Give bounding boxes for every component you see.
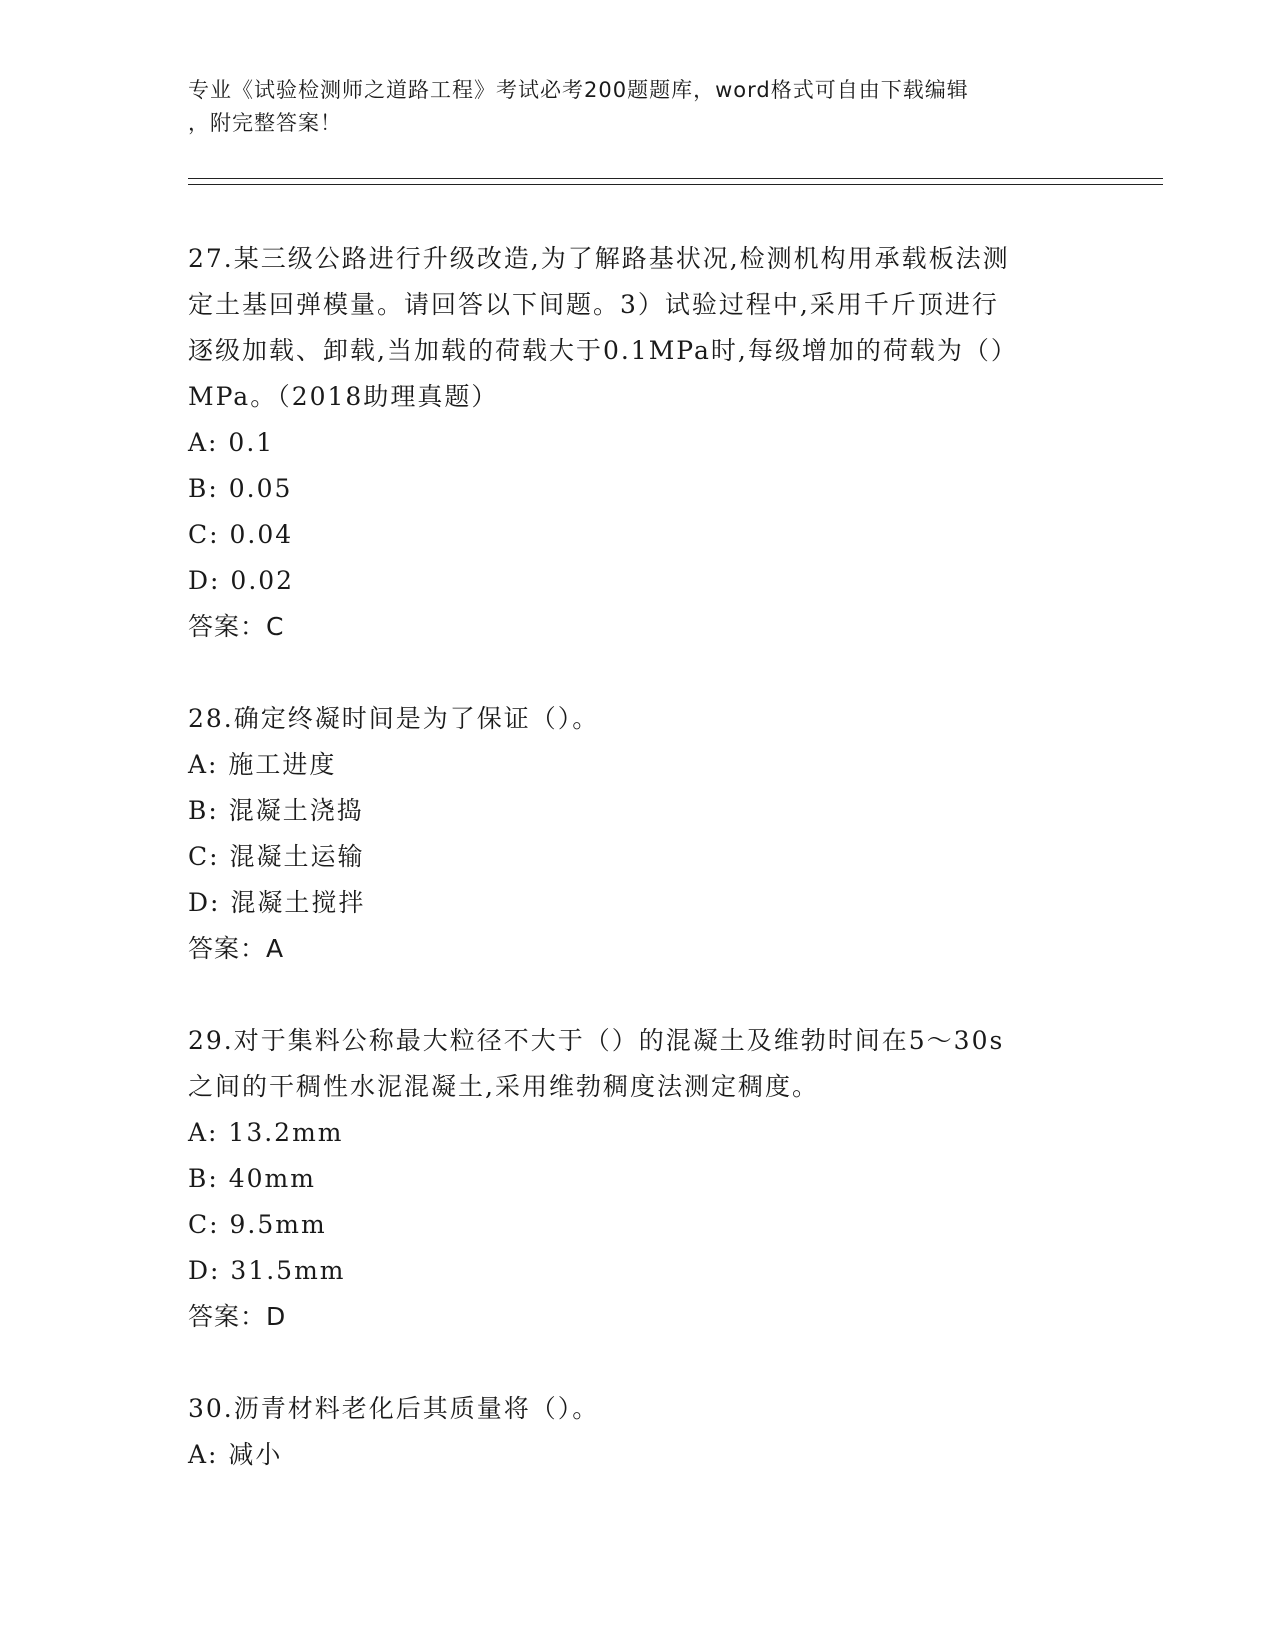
option-b: B: 40mm [188,1164,316,1193]
question-stem [188,696,1088,742]
answer-label: 答案：C [188,612,285,641]
option-c: C: 混凝土运输 [188,842,365,871]
question-28 [188,696,1088,972]
option-a: A: 0.1 [188,428,275,457]
option-d: D: 31.5mm [188,1256,346,1285]
stem-line: MPa。（2018助理真题） [188,382,499,411]
option-a: A: 施工进度 [188,750,337,779]
question-stem [188,1386,1088,1432]
header-divider-top [188,178,1163,179]
option-a: A: 减小 [188,1440,283,1469]
option-c: C: 0.04 [188,520,294,549]
stem-line: 之间的干稠性水泥混凝土,采用维勃稠度法测定稠度。 [188,1072,819,1101]
stem-line: 定土基回弹模量。请回答以下间题。3）试验过程中,采用千斤顶进行 [188,290,999,319]
option-b: B: 0.05 [188,474,293,503]
stem-line: 逐级加载、卸载,当加载的荷载大于0.1MPa时,每级增加的荷载为（） [188,336,1018,365]
stem-line: 27.某三级公路进行升级改造,为了解路基状况,检测机构用承载板法测 [188,244,1010,273]
option-a: A: 13.2mm [188,1118,344,1147]
option-c: C: 9.5mm [188,1210,327,1239]
option-d: D: 0.02 [188,566,295,595]
option-d: D: 混凝土搅拌 [188,888,366,917]
header-divider-bottom [188,184,1163,185]
stem-line: 30.沥青材料老化后其质量将（）。 [188,1394,600,1423]
question-29 [188,1018,1088,1340]
stem-line: 28.确定终凝时间是为了保证（）。 [188,704,600,733]
answer-label: 答案：D [188,1302,287,1331]
question-27 [188,236,1088,650]
question-list [188,236,1088,1524]
header-line-2: ，附完整答案！ [188,111,342,135]
question-stem [188,1018,1088,1110]
stem-line: 29.对于集料公称最大粒径不大于（）的混凝土及维勃时间在5～30s [188,1026,1005,1055]
document-header [188,74,1088,140]
question-30 [188,1386,1088,1478]
question-stem [188,236,1088,420]
answer-label: 答案：A [188,934,285,963]
header-line-1: 专业《试验检测师之道路工程》考试必考200题题库，word格式可自由下载编辑 [188,78,969,102]
option-b: B: 混凝土浇捣 [188,796,364,825]
